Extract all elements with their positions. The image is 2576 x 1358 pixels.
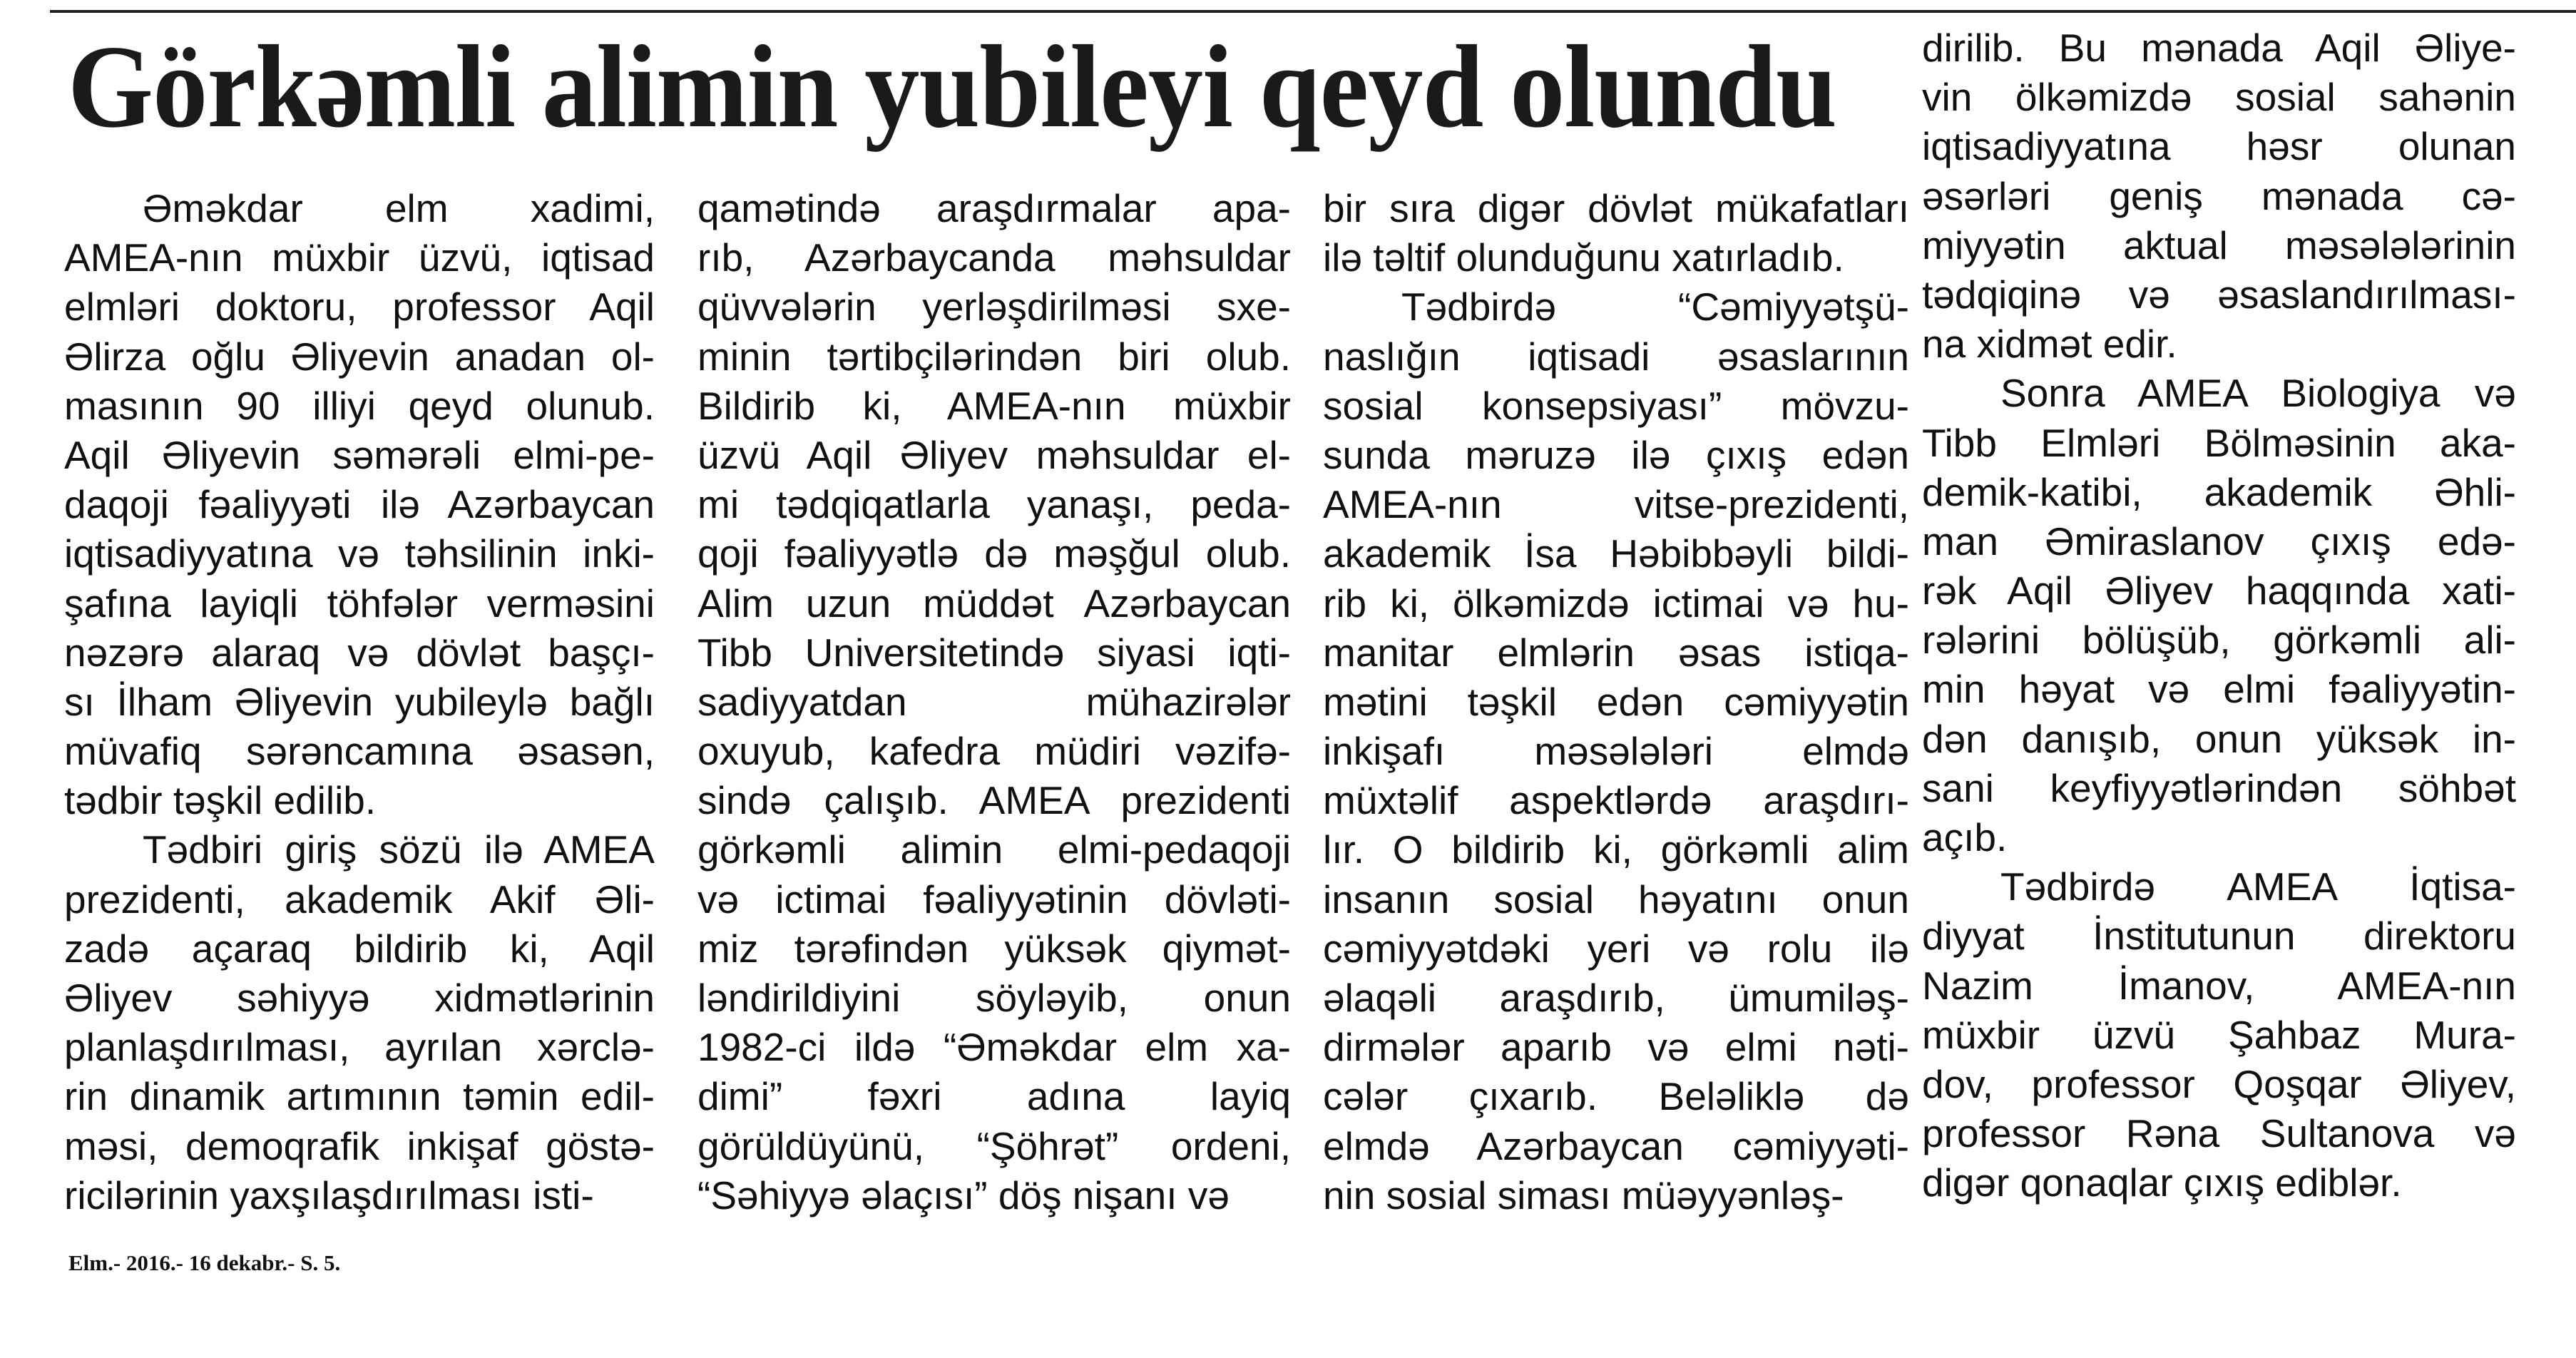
article-text-line: 1982-ci ildə “Əməkdar elm xa- [697, 1025, 1291, 1070]
article-text-line: lır. O bildirib ki, görkəmli alim [1323, 827, 1909, 872]
article-text-line: müxbir üzvü Şahbaz Mura- [1922, 1012, 2516, 1057]
article-column-1 [64, 184, 655, 1220]
article-text-line: rin dinamik artımının təmin edil- [64, 1074, 655, 1119]
article-text-line: planlaşdırılması, ayrılan xərclə- [64, 1025, 655, 1070]
article-text-line: inkişafı məsələləri elmdə [1323, 729, 1909, 774]
article-text-line: manitar elmlərin əsas istiqa- [1323, 630, 1909, 675]
article-text-line: Əməkdar elm xadimi, [143, 186, 655, 230]
article-text-line: iqtisadiyyatına həsr olunan [1922, 124, 2516, 169]
article-text-line: və ictimai fəaliyyətinin dövləti- [697, 877, 1291, 922]
article-text-line: na xidmət edir. [1922, 322, 2177, 367]
article-text-line: Alim uzun müddət Azərbaycan [697, 581, 1291, 626]
article-text-line: elmdə Azərbaycan cəmiyyəti- [1323, 1123, 1909, 1168]
article-text-line: Sonra AMEA Biologiya və [2000, 371, 2516, 416]
article-text-line: professor Rəna Sultanova və [1922, 1111, 2516, 1156]
article-text-line: dirilib. Bu mənada Aqil Əliye- [1922, 26, 2516, 70]
article-text-line: sani keyfiyyətlərindən söhbət [1922, 765, 2516, 810]
article-text-line: bir sıra digər dövlət mükafatları [1323, 186, 1909, 230]
article-text-line: görüldüyünü, “Şöhrət” ordeni, [697, 1123, 1291, 1168]
article-text-line: man Əmiraslanov çıxış edə- [1922, 519, 2516, 563]
article-text-line: rələrini bölüşüb, görkəmli ali- [1922, 618, 2516, 663]
article-text-line: rək Aqil Əliyev haqqında xati- [1922, 568, 2516, 613]
article-text-line: cəmiyyətdəki yeri və rolu ilə [1323, 926, 1909, 971]
top-rule [50, 10, 2576, 13]
article-text-line: tədbir təşkil edilib. [64, 778, 377, 823]
article-text-line: minin tərtibçilərindən biri olub. [697, 334, 1291, 379]
source-citation: Elm.- 2016.- 16 dekabr.- S. 5. [68, 1250, 341, 1275]
article-text-line: dən danışıb, onun yüksək in- [1922, 716, 2516, 761]
article-text-line: dirmələr aparıb və elmi nəti- [1323, 1025, 1909, 1070]
article-text-line: rib ki, ölkəmizdə ictimai və hu- [1323, 581, 1909, 626]
article-column-3 [1323, 184, 1909, 1220]
article-text-line: mi tədqiqatlarla yanaşı, peda- [697, 482, 1291, 527]
article-text-line: şafına layiqli töhfələr vermәsini [64, 581, 655, 626]
article-text-line: ləndirildiyini söyləyib, onun [697, 976, 1291, 1020]
article-text-line: min həyat və elmi fəaliyyətin- [1922, 667, 2516, 712]
article-text-line: naslığın iqtisadi əsaslarının [1323, 334, 1909, 379]
article-text-line: insanın sosial həyatını onun [1323, 877, 1909, 922]
article-text-line: Tibb Universitetində siyasi iqti- [697, 630, 1291, 675]
article-text-line: Aqil Əliyevin səmərəli elmi-pe- [64, 432, 655, 477]
article-text-line: oxuyub, kafedra müdiri vəzifə- [697, 729, 1291, 774]
article-column-2 [697, 184, 1291, 1220]
article-text-line: görkəmli alimin elmi-pedaqoji [697, 827, 1291, 872]
article-text-line: Bildirib ki, AMEA-nın müxbir [697, 383, 1291, 428]
article-text-line: dimi” fəxri adına layiq [697, 1074, 1291, 1119]
article-text-line: miz tərəfindən yüksək qiymət- [697, 926, 1291, 971]
article-text-line: AMEA-nın müxbir üzvü, iqtisad [64, 235, 655, 280]
article-text-line: qoji fəaliyyətlə də məşğul olub. [697, 531, 1291, 576]
article-text-line: cələr çıxarıb. Beləliklə də [1323, 1074, 1909, 1119]
article-text-line: nin sosial siması müəyyənləş- [1323, 1173, 1844, 1217]
article-text-line: açıb. [1922, 815, 2008, 859]
article-text-line: sosial konsepsiyası” mövzu- [1323, 383, 1909, 428]
article-text-line: Tibb Elmləri Bölməsinin aka- [1922, 420, 2516, 465]
headline: Görkəmli alimin yubileyi qeyd olundu [68, 21, 1837, 152]
article-text-line: demik-katibi, akademik Əhli- [1922, 469, 2516, 514]
article-text-line: daqoji fəaliyyəti ilə Azərbaycan [64, 482, 655, 527]
article-text-line: ricilərinin yaxşılaşdırılması isti- [64, 1173, 594, 1217]
article-text-line: Tədbirdə AMEA İqtisa- [2000, 864, 2516, 909]
article-text-line: nəzərə alaraq və dövlət başçı- [64, 630, 655, 675]
article-text-line: Əliyev səhiyyə xidmətlərinin [64, 976, 655, 1020]
article-text-line: akademik İsa Həbibbəyli bildi- [1323, 531, 1909, 576]
article-text-line: qüvvələrin yerləşdirilməsi sxe- [697, 285, 1291, 330]
article-text-line: digər qonaqlar çıxış ediblər. [1922, 1160, 2402, 1205]
article-text-line: tədqiqinə və əsaslandırılması- [1922, 272, 2516, 317]
article-text-line: əlaqəli araşdırıb, ümumiləş- [1323, 976, 1909, 1020]
article-text-line: Tədbiri giriş sözü ilə AMEA [143, 827, 655, 872]
article-text-line: vin ölkəmizdə sosial sahənin [1922, 75, 2516, 120]
article-text-line: prezidenti, akademik Akif Əli- [64, 877, 655, 922]
article-text-line: Əlirza oğlu Əliyevin anadan ol- [64, 334, 655, 379]
article-text-line: masının 90 illiyi qeyd olunub. [64, 383, 655, 428]
article-text-line: dov, professor Qoşqar Əliyev, [1922, 1061, 2516, 1106]
article-text-line: əsərləri geniş mənada cə- [1922, 173, 2516, 218]
article-text-line: sı İlham Əliyevin yubileylə bağlı [64, 679, 655, 724]
article-text-line: Tədbirdə “Cəmiyyətşü- [1401, 285, 1909, 330]
article-text-line: iqtisadiyyatına və təhsilinin inki- [64, 531, 655, 576]
article-text-line: sunda məruzə ilə çıxış edən [1323, 432, 1909, 477]
article-text-line: üzvü Aqil Əliyev məhsuldar el- [697, 432, 1291, 477]
article-text-line: mətini təşkil edən cəmiyyətin [1323, 679, 1909, 724]
article-text-line: sində çalışıb. AMEA prezidenti [697, 778, 1291, 823]
article-text-line: AMEA-nın vitse-prezidenti, [1323, 482, 1909, 527]
article-text-line: diyyat İnstitutunun direktoru [1922, 914, 2516, 959]
article-text-line: müxtəlif aspektlərdə araşdırı- [1323, 778, 1909, 823]
article-text-line: müvafiq sərəncamına əsasən, [64, 729, 655, 774]
article-column-4 [1922, 24, 2516, 1208]
article-text-line: rıb, Azərbaycanda məhsuldar [697, 235, 1291, 280]
article-text-line: ilə təltif olunduğunu xatırladıb. [1323, 235, 1844, 280]
article-text-line: miyyətin aktual məsələlərinin [1922, 223, 2516, 267]
article-text-line: Nazim İmanov, AMEA-nın [1922, 963, 2516, 1008]
article-text-line: “Səhiyyə əlaçısı” döş nişanı və [697, 1173, 1230, 1217]
article-text-line: elmləri doktoru, professor Aqil [64, 285, 655, 330]
article-text-line: sadiyyatdan mühazirələr [697, 679, 1291, 724]
article-text-line: zadə açaraq bildirib ki, Aqil [64, 926, 655, 971]
article-text-line: məsi, demoqrafik inkişaf göstə- [64, 1123, 655, 1168]
article-text-line: qamətində araşdırmalar apa- [697, 186, 1291, 230]
